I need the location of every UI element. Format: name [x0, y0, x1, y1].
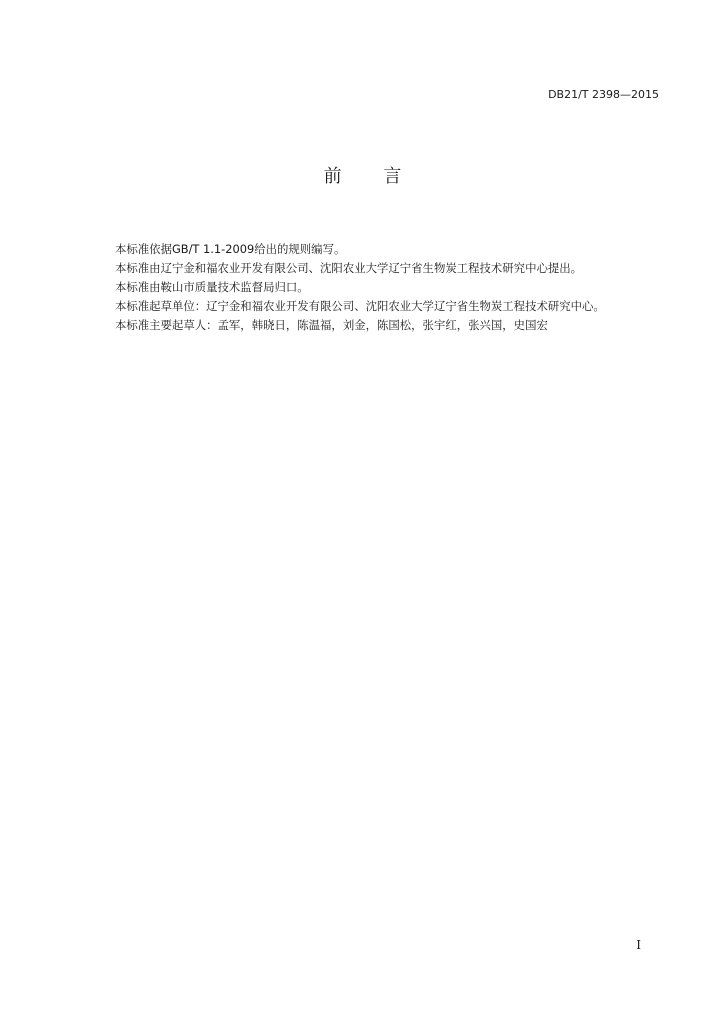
foreword-line-management: 本标准由鞍山市质量技术监督局归口。: [115, 280, 309, 294]
foreword-line-basis: 本标准依据GB/T 1.1-2009给出的规则编写。: [115, 242, 346, 256]
foreword-line-proposer: 本标准由辽宁金和福农业开发有限公司、沈阳农业大学辽宁省生物炭工程技术研究中心提出。: [115, 261, 583, 275]
foreword-line-drafters: 本标准主要起草人：孟军，韩晓日，陈温福，刘金，陈国松，张宇红，张兴国，史国宏: [115, 318, 548, 332]
page-number: I: [636, 938, 641, 952]
standard-code: DB21/T 2398—2015: [548, 88, 659, 101]
page-title: 前 言: [323, 166, 420, 187]
foreword-line-drafting-units: 本标准起草单位：辽宁金和福农业开发有限公司、沈阳农业大学辽宁省生物炭工程技术研究中心。: [115, 299, 605, 313]
foreword-body: [115, 240, 675, 335]
